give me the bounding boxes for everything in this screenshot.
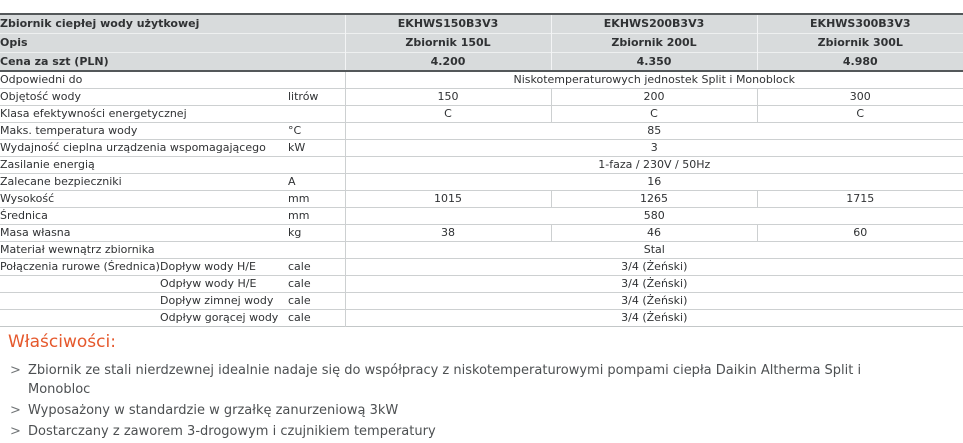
row-unit: [288, 156, 345, 173]
row-unit: cale: [288, 260, 311, 273]
table-row: [0, 88, 963, 105]
row-unit: °C: [288, 124, 302, 137]
table-row: [0, 309, 963, 326]
value-cell-span: 16: [345, 173, 963, 190]
feature-text: Zbiornik ze stali nierdzewnej idealnie nadaje się do współpracy z niskotemperaturowymi pompami ciepła Daikin Altherma Split i Monobloc: [28, 362, 862, 397]
row-label: Zbiornik ciepłej wody użytkowej: [0, 17, 200, 31]
row-unit: [288, 105, 345, 122]
table-row: [0, 122, 963, 139]
row-label: Materiał wewnątrz zbiornika: [0, 243, 155, 256]
row-label: Połączenia rurowe (Średnica): [0, 260, 160, 273]
header-value-cell: 4.350: [551, 52, 757, 71]
value-cell-span: Niskotemperaturowych jednostek Split i Monoblock: [345, 71, 963, 88]
features-list: [8, 361, 955, 441]
features-section: [0, 327, 963, 441]
row-label: Masa własna: [0, 226, 71, 239]
table-row: [0, 190, 963, 207]
feature-item: [10, 361, 955, 399]
spec-table: [0, 13, 963, 327]
bullet-chevron: >: [10, 362, 21, 378]
value-cell: 60: [757, 224, 963, 241]
value-cell-span: 3/4 (Żeński): [345, 309, 963, 326]
table-row: [0, 258, 963, 275]
table-header-row: [0, 14, 963, 33]
row-label: [0, 309, 160, 326]
value-cell: 1015: [345, 190, 551, 207]
feature-text: Wyposażony w standardzie w grzałkę zanurzeniową 3kW: [28, 402, 399, 418]
header-value-cell: EKHWS200B3V3: [551, 14, 757, 33]
table-row: [0, 71, 963, 88]
header-value-cell: Zbiornik 300L: [757, 33, 963, 52]
value-cell-span: 580: [345, 207, 963, 224]
row-label: Odpowiedni do: [0, 73, 83, 87]
value-cell: C: [345, 105, 551, 122]
header-value-cell: 4.200: [345, 52, 551, 71]
table-row: [0, 173, 963, 190]
row-unit: A: [288, 175, 296, 188]
feature-text: Dostarczany z zaworem 3-drogowym i czujnikiem temperatury: [28, 423, 436, 439]
row-unit: kW: [288, 141, 306, 154]
row-label: Klasa efektywności energetycznej: [0, 107, 187, 120]
value-cell-span: Stal: [345, 241, 963, 258]
value-cell: C: [551, 105, 757, 122]
value-cell: 200: [551, 88, 757, 105]
features-heading: Właściwości:: [8, 331, 116, 352]
table-header-row: [0, 52, 963, 71]
value-cell-span: 3/4 (Żeński): [345, 275, 963, 292]
table-row: [0, 139, 963, 156]
table-header-row: [0, 33, 963, 52]
row-label: Cena za szt (PLN): [0, 54, 109, 68]
header-value-cell: EKHWS150B3V3: [345, 14, 551, 33]
row-sublabel: Dopływ wody H/E: [160, 260, 256, 273]
value-cell: 150: [345, 88, 551, 105]
row-label: Maks. temperatura wody: [0, 124, 138, 137]
bullet-chevron: >: [10, 402, 21, 418]
row-label: Zalecane bezpieczniki: [0, 175, 122, 188]
value-cell: 300: [757, 88, 963, 105]
value-cell: C: [757, 105, 963, 122]
row-label: [0, 292, 160, 309]
value-cell-span: 1-faza / 230V / 50Hz: [345, 156, 963, 173]
value-cell-span: 85: [345, 122, 963, 139]
header-value-cell: Zbiornik 200L: [551, 33, 757, 52]
value-cell-span: 3/4 (Żeński): [345, 292, 963, 309]
table-row: [0, 241, 963, 258]
row-sublabel: Dopływ zimnej wody: [160, 294, 274, 307]
row-unit: cale: [288, 311, 311, 324]
row-unit: cale: [288, 294, 311, 307]
row-sublabel: Odpływ wody H/E: [160, 277, 257, 290]
row-label: [0, 275, 160, 292]
header-value-cell: Zbiornik 150L: [345, 33, 551, 52]
row-label: Opis: [0, 36, 28, 49]
value-cell: 38: [345, 224, 551, 241]
table-row: [0, 105, 963, 122]
table-row: [0, 224, 963, 241]
row-unit: mm: [288, 192, 310, 205]
value-cell-span: 3: [345, 139, 963, 156]
value-cell: 1265: [551, 190, 757, 207]
header-value-cell: EKHWS300B3V3: [757, 14, 963, 33]
row-unit: cale: [288, 277, 311, 290]
bullet-chevron: >: [10, 423, 21, 439]
row-label: Wydajność cieplna urządzenia wspomagającego: [0, 141, 266, 154]
value-cell-span: 3/4 (Żeński): [345, 258, 963, 275]
row-unit: kg: [288, 226, 302, 239]
header-value-cell: 4.980: [757, 52, 963, 71]
row-label: Zasilanie energią: [0, 158, 95, 171]
row-sublabel: Odpływ gorącej wody: [160, 311, 279, 324]
value-cell: 46: [551, 224, 757, 241]
table-row: [0, 156, 963, 173]
table-row: [0, 275, 963, 292]
feature-item: [10, 422, 955, 441]
row-unit: mm: [288, 209, 310, 222]
row-label: Wysokość: [0, 192, 55, 205]
row-unit: litrów: [288, 90, 319, 103]
value-cell: 1715: [757, 190, 963, 207]
row-unit: [288, 241, 345, 258]
table-row: [0, 292, 963, 309]
row-unit: [288, 71, 345, 88]
feature-item: [10, 401, 955, 420]
row-label: Objętość wody: [0, 90, 82, 103]
table-row: [0, 207, 963, 224]
row-label: Średnica: [0, 209, 48, 222]
